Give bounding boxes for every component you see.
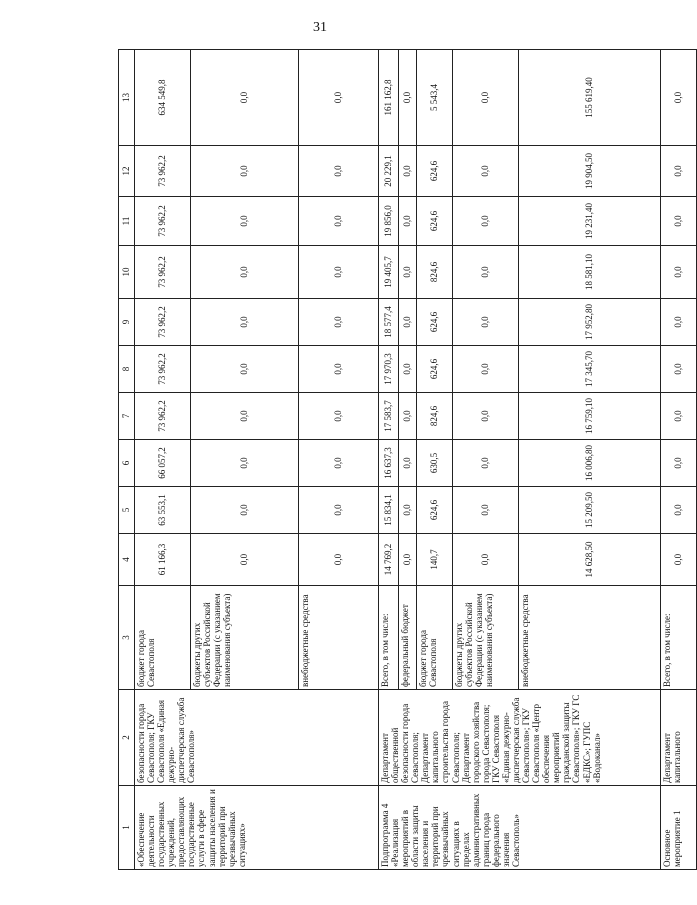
- value-cell: 18 577,4: [379, 299, 399, 346]
- value-cell: 0,0: [299, 346, 379, 393]
- value-cell: 17 345,70: [519, 346, 661, 393]
- col-header: 13: [119, 50, 135, 146]
- value-cell: 0,0: [299, 246, 379, 299]
- col-header: 11: [119, 197, 135, 246]
- col-header: 4: [119, 534, 135, 586]
- value-cell: 0,0: [399, 197, 417, 246]
- value-cell: 0,0: [399, 393, 417, 440]
- value-cell: 63 553,1: [135, 487, 191, 534]
- value-cell: 0,0: [661, 487, 697, 534]
- value-cell: 0,0: [299, 393, 379, 440]
- value-cell: 0,0: [191, 346, 299, 393]
- value-cell: 66 057,2: [135, 440, 191, 487]
- header-row: [119, 50, 135, 870]
- col-header: 7: [119, 393, 135, 440]
- value-cell: 16 006,80: [519, 440, 661, 487]
- value-cell: 0,0: [299, 534, 379, 586]
- source-cell: федеральный бюджет: [399, 586, 417, 690]
- value-cell: 624,6: [417, 487, 453, 534]
- program-name-cell: Подпрограмма 4 «Реализация мероприятий в области защиты населения и территорий при чрезвычайных ситуациях в пределах административных границ города федерального значения Севастополь»: [379, 786, 661, 870]
- program-name-cell: Основное мероприятие 1: [661, 786, 697, 870]
- value-cell: 0,0: [453, 146, 519, 197]
- value-cell: 161 162,8: [379, 50, 399, 146]
- value-cell: 0,0: [661, 246, 697, 299]
- value-cell: 16 759,10: [519, 393, 661, 440]
- value-cell: 140,7: [417, 534, 453, 586]
- value-cell: 155 619,40: [519, 50, 661, 146]
- source-cell: внебюджетные средства: [519, 586, 661, 690]
- value-cell: 0,0: [299, 487, 379, 534]
- value-cell: 19 231,40: [519, 197, 661, 246]
- value-cell: 0,0: [191, 487, 299, 534]
- value-cell: 17 952,80: [519, 299, 661, 346]
- value-cell: 0,0: [191, 534, 299, 586]
- col-header: 1: [119, 786, 135, 870]
- value-cell: 0,0: [661, 346, 697, 393]
- value-cell: 17 583,7: [379, 393, 399, 440]
- value-cell: 73 962,2: [135, 299, 191, 346]
- col-header: 8: [119, 346, 135, 393]
- source-cell: внебюджетные средства: [299, 586, 379, 690]
- col-header: 5: [119, 487, 135, 534]
- value-cell: 0,0: [453, 487, 519, 534]
- value-cell: 0,0: [399, 50, 417, 146]
- value-cell: 0,0: [191, 146, 299, 197]
- value-cell: 624,6: [417, 346, 453, 393]
- value-cell: 0,0: [661, 197, 697, 246]
- value-cell: 73 962,2: [135, 197, 191, 246]
- value-cell: 0,0: [191, 393, 299, 440]
- table-row: [135, 50, 191, 870]
- value-cell: 0,0: [453, 197, 519, 246]
- value-cell: 0,0: [453, 346, 519, 393]
- table-rotation-frame: [118, 50, 684, 870]
- source-cell: бюджет города Севастополя: [417, 586, 453, 690]
- value-cell: 18 581,10: [519, 246, 661, 299]
- value-cell: 0,0: [299, 146, 379, 197]
- value-cell: 20 229,1: [379, 146, 399, 197]
- source-cell: бюджеты других субъектов Российской Федерации (с указанием наименования субъекта): [191, 586, 299, 690]
- value-cell: 0,0: [453, 50, 519, 146]
- value-cell: 634 549,8: [135, 50, 191, 146]
- value-cell: 0,0: [661, 393, 697, 440]
- value-cell: 0,0: [399, 299, 417, 346]
- value-cell: 14 769,2: [379, 534, 399, 586]
- col-header: 3: [119, 586, 135, 690]
- value-cell: 0,0: [661, 440, 697, 487]
- value-cell: 0,0: [299, 50, 379, 146]
- page-number: 31: [313, 20, 327, 35]
- value-cell: 0,0: [453, 299, 519, 346]
- value-cell: 19 856,0: [379, 197, 399, 246]
- value-cell: 16 637,3: [379, 440, 399, 487]
- executor-cell: Департамент капитального: [661, 690, 697, 786]
- value-cell: 0,0: [191, 299, 299, 346]
- value-cell: 0,0: [661, 50, 697, 146]
- value-cell: 73 962,2: [135, 346, 191, 393]
- value-cell: 0,0: [661, 146, 697, 197]
- source-cell: Всего, в том числе:: [661, 586, 697, 690]
- value-cell: 0,0: [191, 197, 299, 246]
- value-cell: 14 628,50: [519, 534, 661, 586]
- value-cell: 0,0: [299, 299, 379, 346]
- source-cell: бюджет города Севастополя: [135, 586, 191, 690]
- value-cell: 0,0: [399, 146, 417, 197]
- source-cell: бюджеты других субъектов Российской Федерации (с указанием наименования субъекта): [453, 586, 519, 690]
- value-cell: 630,5: [417, 440, 453, 487]
- program-name-cell: «Обеспечение деятельности государственных учреждений, предоставляющих государственные услуги в сфере защиты населения и территорий при чрезвычайных ситуациях»: [135, 786, 379, 870]
- value-cell: 73 962,2: [135, 246, 191, 299]
- value-cell: 0,0: [661, 534, 697, 586]
- value-cell: 17 970,3: [379, 346, 399, 393]
- value-cell: 0,0: [453, 534, 519, 586]
- value-cell: 0,0: [453, 246, 519, 299]
- value-cell: 0,0: [399, 246, 417, 299]
- col-header: 12: [119, 146, 135, 197]
- value-cell: 73 962,2: [135, 393, 191, 440]
- value-cell: 0,0: [191, 50, 299, 146]
- col-header: 9: [119, 299, 135, 346]
- value-cell: 5 543,4: [417, 50, 453, 146]
- value-cell: 624,6: [417, 146, 453, 197]
- value-cell: 73 962,2: [135, 146, 191, 197]
- executor-cell: безопасности города Севастополя; ГКУ Севастополя «Единая дежурно-диспетчерская служба Севастополя»: [135, 690, 379, 786]
- col-header: 6: [119, 440, 135, 487]
- value-cell: 15 834,1: [379, 487, 399, 534]
- value-cell: 0,0: [453, 440, 519, 487]
- value-cell: 0,0: [191, 246, 299, 299]
- table-row: [661, 50, 697, 870]
- value-cell: 824,6: [417, 393, 453, 440]
- value-cell: 0,0: [399, 440, 417, 487]
- value-cell: 19 904,50: [519, 146, 661, 197]
- executor-cell: Департамент общественной безопасности города Севастополя; Департамент капитального строительства города Севастополя; Департамент городского хозяйства города Севастополя; ГКУ Севастополя «Единая дежурно-диспетчерская служба Севастополя»; ГКУ Севастополя «Центр обеспечения мероприятий гражданской защиты Севастополя»; ГКУ ГС «ЕДКС»; ГУПС «Водоканал»: [379, 690, 661, 786]
- col-header: 10: [119, 246, 135, 299]
- value-cell: 0,0: [399, 346, 417, 393]
- source-cell: Всего, в том числе:: [379, 586, 399, 690]
- value-cell: 824,6: [417, 246, 453, 299]
- value-cell: 0,0: [399, 534, 417, 586]
- value-cell: 624,6: [417, 299, 453, 346]
- value-cell: 0,0: [191, 440, 299, 487]
- value-cell: 0,0: [453, 393, 519, 440]
- col-header: 2: [119, 690, 135, 786]
- table-row: [379, 50, 399, 870]
- value-cell: 0,0: [399, 487, 417, 534]
- rotated-table-container: [118, 50, 684, 870]
- value-cell: 624,6: [417, 197, 453, 246]
- value-cell: 61 166,3: [135, 534, 191, 586]
- value-cell: 0,0: [299, 440, 379, 487]
- value-cell: 0,0: [299, 197, 379, 246]
- financing-table: [118, 49, 697, 870]
- value-cell: 0,0: [661, 299, 697, 346]
- value-cell: 15 209,50: [519, 487, 661, 534]
- value-cell: 19 405,7: [379, 246, 399, 299]
